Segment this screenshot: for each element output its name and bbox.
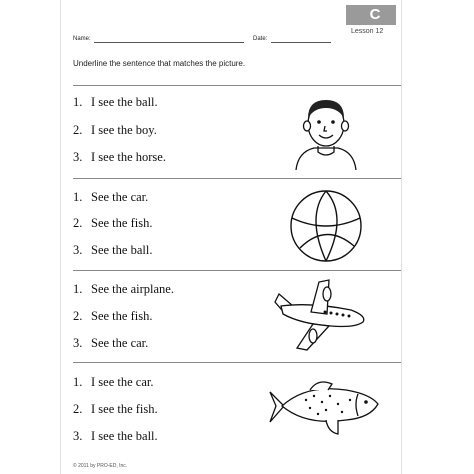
q2-option-1[interactable]: 1. See the car. <box>73 190 149 204</box>
beach-ball-icon <box>286 186 366 266</box>
divider <box>73 362 401 363</box>
divider <box>73 178 401 179</box>
q1-option-1[interactable]: 1. I see the ball. <box>73 95 158 109</box>
instructions: Underline the sentence that matches the picture. <box>73 59 246 68</box>
q3-option-3[interactable]: 3. See the car. <box>73 336 149 350</box>
lesson-label: Lesson 12 <box>351 28 384 35</box>
q2-option-3[interactable]: 3. See the ball. <box>73 243 153 257</box>
name-blank[interactable] <box>94 42 244 43</box>
q4-option-3[interactable]: 3. I see the ball. <box>73 429 158 443</box>
q1-option-3[interactable]: 3. I see the horse. <box>73 150 166 164</box>
worksheet-page <box>60 0 402 474</box>
badge-letter: C <box>369 6 381 23</box>
name-label: Name: <box>73 36 91 42</box>
airplane-icon <box>271 272 371 358</box>
copyright: © 2011 by PRO-ED, Inc. <box>73 463 128 469</box>
fish-icon <box>266 378 386 438</box>
q2-option-2[interactable]: 2. See the fish. <box>73 216 153 230</box>
date-label: Date: <box>253 36 268 42</box>
divider <box>73 85 401 86</box>
date-blank[interactable] <box>271 42 331 43</box>
q4-option-2[interactable]: 2. I see the fish. <box>73 402 158 416</box>
boy-icon <box>286 88 366 170</box>
divider <box>73 270 401 271</box>
q4-option-1[interactable]: 1. I see the car. <box>73 375 154 389</box>
q3-option-2[interactable]: 2. See the fish. <box>73 309 153 323</box>
q1-option-2[interactable]: 2. I see the boy. <box>73 123 157 137</box>
q3-option-1[interactable]: 1. See the airplane. <box>73 282 174 296</box>
